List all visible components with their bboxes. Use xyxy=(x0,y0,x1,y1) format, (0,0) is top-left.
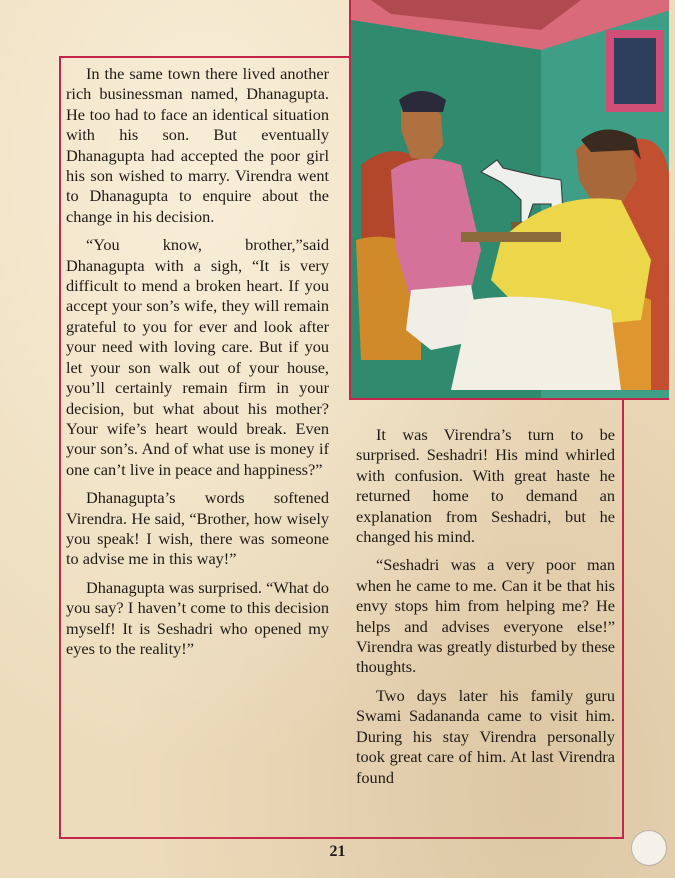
watermark-logo-icon xyxy=(631,830,667,866)
illustration-two-men-seated xyxy=(351,0,669,400)
paragraph: “You know, brother,”said Dhanagupta with a sigh, “It is very difficult to mend a broken heart. If you accept your son’s wife, they will remain grateful to you for ever and look after your need with loving care. But if you let your son walk out of your house, you’ll certainly remain firm in your decision, but what about his mother? Your wife’s heart would break. Even your son’s. And of what use is money if one can’t live in peace and happiness?” xyxy=(66,235,329,479)
left-column xyxy=(66,64,329,667)
story-illustration xyxy=(349,0,669,400)
paragraph: In the same town there lived another rich businessman named, Dhanagupta. He too had to face an identical situation with his son. But eventually Dhanagupta had accepted the poor girl his son wished to marry. Virendra went to Dhanagupta to enquire about the change in his decision. xyxy=(66,64,329,226)
paragraph: “Seshadri was a very poor man when he came to me. Can it be that his envy stops him from helping me? He helps and advises everyone else!” Virendra was greatly disturbed by these thoughts. xyxy=(356,555,615,677)
paragraph: Dhanagupta was surprised. “What do you say? I haven’t come to this decision myself! It is Seshadri who opened my eyes to the reality!” xyxy=(66,577,329,658)
right-column xyxy=(356,425,615,796)
paragraph: It was Virendra’s turn to be surprised. Seshadri! His mind whirled with confusion. With great haste he returned home to demand an explanation from Seshadri, but he changed his mind. xyxy=(356,425,615,547)
paragraph: Two days later his family guru Swami Sadananda came to visit him. During his stay Virendra personally took great care of him. At last Virendra found xyxy=(356,685,615,787)
page-number: 21 xyxy=(329,843,346,860)
paragraph: Dhanagupta’s words softened Virendra. He said, “Brother, how wisely you speak! I wish, there was someone to advise me in this way!” xyxy=(66,488,329,569)
